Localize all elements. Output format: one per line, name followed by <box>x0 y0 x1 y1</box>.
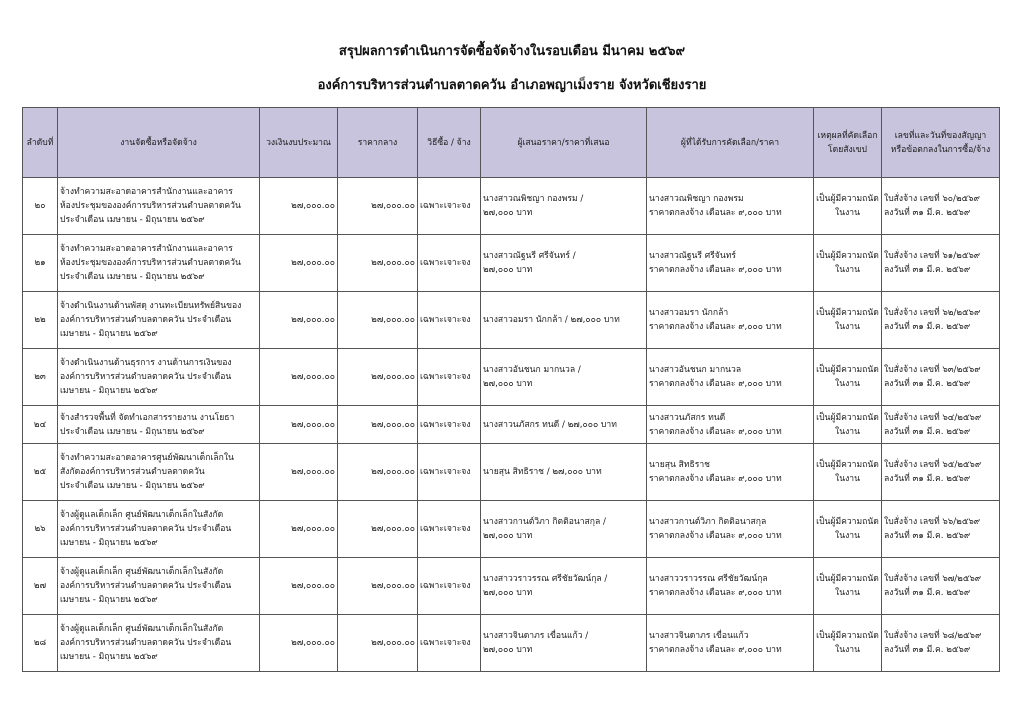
table-row <box>23 406 1000 444</box>
selection-reason <box>814 349 882 406</box>
work-description <box>58 615 260 672</box>
winner-line: นางสาวอันชนก มากนวล <box>649 365 742 375</box>
selection-reason <box>814 406 882 444</box>
bidder-line: นางสาวณพิชญา กองพรม / <box>483 194 584 204</box>
reason-line: ในงาน <box>835 588 860 598</box>
reason-line: เป็นผู้มีความถนัด <box>816 308 879 318</box>
selected-vendor <box>647 349 814 406</box>
bidder-line: นายสุน สิทธิราช / ๒๗,๐๐๐ บาท <box>483 467 602 477</box>
header-winner: ผู้ที่ได้รับการคัดเลือก/ราคา <box>647 108 814 178</box>
reason-line: ในงาน <box>835 265 860 275</box>
contract-reference <box>882 406 1000 444</box>
bidder-line: ๒๗,๐๐๐ บาท <box>483 645 533 655</box>
header-reason-line-2: โดยสังเขป <box>828 144 867 155</box>
reason-line: เป็นผู้มีความถนัด <box>816 574 879 584</box>
winner-line: นางสาวนภัสกร ทนดี <box>649 412 726 423</box>
contract-reference <box>882 178 1000 235</box>
work-line: ห้องประชุมขององค์การบริหารส่วนตำบลตาดควัน <box>60 258 241 268</box>
row-number: ๒๕ <box>23 444 58 501</box>
work-line: องค์การบริหารส่วนตำบลตาดควัน ประจำเดือน <box>60 372 232 382</box>
row-number: ๒๖ <box>23 501 58 558</box>
bidder-line: นางสาวอมรา นักกล้า / ๒๗,๐๐๐ บาท <box>483 315 620 325</box>
contract-line: ใบสั่งจ้าง เลขที่ ๖๔/๒๕๖๙ <box>884 412 982 423</box>
header-work: งานจัดซื้อหรือจัดจ้าง <box>58 108 260 178</box>
work-line: เมษายน - มิถุนายน ๒๕๖๙ <box>60 595 158 605</box>
work-description <box>58 406 260 444</box>
budget-amount: ๒๗,๐๐๐.๐๐ <box>260 235 338 292</box>
contract-line: ลงวันที่ ๓๑ มี.ค. ๒๕๖๙ <box>884 379 971 389</box>
contract-line: ใบสั่งจ้าง เลขที่ ๖๓/๒๕๖๙ <box>884 365 981 375</box>
contract-line: ลงวันที่ ๓๑ มี.ค. ๒๕๖๙ <box>884 531 971 541</box>
selected-vendor <box>647 615 814 672</box>
winner-line: นางสาวจินดาภร เขื่อนแก้ว <box>649 631 749 641</box>
table-row <box>23 444 1000 501</box>
winner-line: ราคาตกลงจ้าง เดือนละ ๙,๐๐๐ บาท <box>649 588 782 598</box>
contract-reference <box>882 615 1000 672</box>
winner-line: ราคาตกลงจ้าง เดือนละ ๙,๐๐๐ บาท <box>649 645 782 655</box>
work-line: องค์การบริหารส่วนตำบลตาดควัน ประจำเดือน <box>60 315 232 325</box>
contract-line: ลงวันที่ ๓๑ มี.ค. ๒๕๖๙ <box>884 426 971 437</box>
work-line: เมษายน - มิถุนายน ๒๕๖๙ <box>60 386 158 396</box>
bidder-line: นางสาวนภัสกร ทนดี / ๒๗,๐๐๐ บาท <box>483 419 617 430</box>
contract-reference <box>882 292 1000 349</box>
selected-vendor <box>647 235 814 292</box>
contract-line: ลงวันที่ ๓๑ มี.ค. ๒๕๖๙ <box>884 265 971 275</box>
header-bidders: ผู้เสนอราคา/ราคาที่เสนอ <box>481 108 647 178</box>
work-line: จ้างผู้ดูแลเด็กเล็ก ศูนย์พัฒนาเด็กเล็กในสังกัด <box>60 510 224 520</box>
budget-amount: ๒๗,๐๐๐.๐๐ <box>260 501 338 558</box>
bidder-offer <box>481 615 647 672</box>
median-price: ๒๗,๐๐๐.๐๐ <box>338 349 418 406</box>
header-reason <box>814 108 882 178</box>
work-line: องค์การบริหารส่วนตำบลตาดควัน ประจำเดือน <box>60 524 232 534</box>
median-price: ๒๗,๐๐๐.๐๐ <box>338 178 418 235</box>
contract-line: ใบสั่งจ้าง เลขที่ ๖๑/๒๕๖๙ <box>884 251 981 261</box>
work-line: จ้างสำรวจพื้นที่ จัดทำเอกสารรายงาน งานโยธา <box>60 412 235 423</box>
bidder-offer <box>481 178 647 235</box>
reason-line: ในงาน <box>835 322 860 332</box>
budget-amount: ๒๗,๐๐๐.๐๐ <box>260 406 338 444</box>
header-reason-line-1: เหตุผลที่คัดเลือก <box>817 130 878 141</box>
bidder-offer <box>481 406 647 444</box>
work-line: สังกัดองค์การบริหารส่วนตำบลตาดควัน <box>60 467 205 477</box>
selection-reason <box>814 235 882 292</box>
bidder-line: นางสาวณัฐนรี ศรีจันทร์ / <box>483 251 576 261</box>
table-row <box>23 292 1000 349</box>
procurement-method: เฉพาะเจาะจง <box>418 292 481 349</box>
procurement-method: เฉพาะเจาะจง <box>418 406 481 444</box>
work-description <box>58 501 260 558</box>
procurement-method: เฉพาะเจาะจง <box>418 178 481 235</box>
winner-line: ราคาตกลงจ้าง เดือนละ ๙,๐๐๐ บาท <box>649 265 782 275</box>
work-line: ห้องประชุมขององค์การบริหารส่วนตำบลตาดควัน <box>60 201 241 211</box>
bidder-offer <box>481 349 647 406</box>
work-line: จ้างทำความสะอาดอาคารสำนักงานและอาคาร <box>60 244 233 254</box>
reason-line: เป็นผู้มีความถนัด <box>816 517 879 527</box>
header-budget: วงเงินงบประมาณ <box>260 108 338 178</box>
procurement-method: เฉพาะเจาะจง <box>418 558 481 615</box>
selected-vendor <box>647 501 814 558</box>
work-line: เมษายน - มิถุนายน ๒๕๖๙ <box>60 329 158 339</box>
budget-amount: ๒๗,๐๐๐.๐๐ <box>260 558 338 615</box>
work-line: จ้างผู้ดูแลเด็กเล็ก ศูนย์พัฒนาเด็กเล็กในสังกัด <box>60 624 224 634</box>
selected-vendor <box>647 406 814 444</box>
table-row <box>23 558 1000 615</box>
row-number: ๒๓ <box>23 349 58 406</box>
contract-line: ใบสั่งจ้าง เลขที่ ๖๒/๒๕๖๙ <box>884 308 981 318</box>
header-method: วิธีซื้อ / จ้าง <box>418 108 481 178</box>
work-line: เมษายน - มิถุนายน ๒๕๖๙ <box>60 652 158 662</box>
winner-line: ราคาตกลงจ้าง เดือนละ ๙,๐๐๐ บาท <box>649 322 782 332</box>
document-title: สรุปผลการดำเนินการจัดซื้อจัดจ้างในรอบเดือน มีนาคม ๒๕๖๙ <box>338 44 686 59</box>
reason-line: เป็นผู้มีความถนัด <box>816 460 879 470</box>
reason-line: ในงาน <box>835 379 860 389</box>
bidder-line: นางสาวกานต์วิภา กิตติอนาสกุล / <box>483 517 606 527</box>
work-description <box>58 558 260 615</box>
budget-amount: ๒๗,๐๐๐.๐๐ <box>260 444 338 501</box>
budget-amount: ๒๗,๐๐๐.๐๐ <box>260 178 338 235</box>
contract-line: ใบสั่งจ้าง เลขที่ ๖๘/๒๕๖๙ <box>884 631 982 641</box>
contract-reference <box>882 349 1000 406</box>
winner-line: นางสาวณพิชญา กองพรม <box>649 194 744 204</box>
budget-amount: ๒๗,๐๐๐.๐๐ <box>260 292 338 349</box>
table-row <box>23 501 1000 558</box>
contract-line: ลงวันที่ ๓๑ มี.ค. ๒๕๖๙ <box>884 322 971 332</box>
bidder-line: ๒๗,๐๐๐ บาท <box>483 379 533 389</box>
contract-line: ใบสั่งจ้าง เลขที่ ๖๕/๒๕๖๙ <box>884 460 982 470</box>
winner-line: ราคาตกลงจ้าง เดือนละ ๙,๐๐๐ บาท <box>649 426 782 437</box>
selection-reason <box>814 292 882 349</box>
procurement-table <box>22 107 1000 672</box>
budget-amount: ๒๗,๐๐๐.๐๐ <box>260 615 338 672</box>
work-line: จ้างดำเนินงานด้านพัสดุ งานทะเบียนทรัพย์สินของ <box>60 301 242 311</box>
winner-line: ราคาตกลงจ้าง เดือนละ ๙,๐๐๐ บาท <box>649 379 782 389</box>
budget-amount: ๒๗,๐๐๐.๐๐ <box>260 349 338 406</box>
contract-line: ลงวันที่ ๓๑ มี.ค. ๒๕๖๙ <box>884 645 971 655</box>
selection-reason <box>814 615 882 672</box>
bidder-line: ๒๗,๐๐๐ บาท <box>483 265 533 275</box>
winner-line: ราคาตกลงจ้าง เดือนละ ๙,๐๐๐ บาท <box>649 531 782 541</box>
winner-line: ราคาตกลงจ้าง เดือนละ ๙,๐๐๐ บาท <box>649 474 782 484</box>
contract-line: ใบสั่งจ้าง เลขที่ ๖๗/๒๕๖๙ <box>884 574 982 584</box>
median-price: ๒๗,๐๐๐.๐๐ <box>338 615 418 672</box>
median-price: ๒๗,๐๐๐.๐๐ <box>338 501 418 558</box>
work-description <box>58 178 260 235</box>
document-subtitle: องค์การบริหารส่วนตำบลตาดควัน อำเภอพญาเม็งราย จังหวัดเชียงราย <box>317 78 707 93</box>
contract-line: ใบสั่งจ้าง เลขที่ ๖๐/๒๕๖๙ <box>884 194 980 204</box>
procurement-method: เฉพาะเจาะจง <box>418 349 481 406</box>
bidder-offer <box>481 235 647 292</box>
work-line: ประจำเดือน เมษายน - มิถุนายน ๒๕๖๙ <box>60 272 205 282</box>
work-line: ประจำเดือน เมษายน - มิถุนายน ๒๕๖๙ <box>60 215 205 225</box>
row-number: ๒๘ <box>23 615 58 672</box>
work-line: ประจำเดือน เมษายน - มิถุนายน ๒๕๖๙ <box>60 481 205 491</box>
row-number: ๒๒ <box>23 292 58 349</box>
work-line: องค์การบริหารส่วนตำบลตาดควัน ประจำเดือน <box>60 581 232 591</box>
work-line: จ้างทำความสะอาดอาคารสำนักงานและอาคาร <box>60 187 233 197</box>
table-row <box>23 178 1000 235</box>
procurement-method: เฉพาะเจาะจง <box>418 615 481 672</box>
contract-reference <box>882 558 1000 615</box>
work-line: จ้างดำเนินงานด้านธุรการ งานด้านการเงินของ <box>60 358 232 368</box>
row-number: ๒๑ <box>23 235 58 292</box>
selected-vendor <box>647 178 814 235</box>
reason-line: ในงาน <box>835 474 860 484</box>
reason-line: ในงาน <box>835 645 860 655</box>
winner-line: ราคาตกลงจ้าง เดือนละ ๙,๐๐๐ บาท <box>649 208 782 218</box>
table-row <box>23 235 1000 292</box>
contract-line: ลงวันที่ ๓๑ มี.ค. ๒๕๖๙ <box>884 474 971 484</box>
row-number: ๒๐ <box>23 178 58 235</box>
reason-line: เป็นผู้มีความถนัด <box>816 631 879 641</box>
work-description <box>58 292 260 349</box>
contract-line: ใบสั่งจ้าง เลขที่ ๖๖/๒๕๖๙ <box>884 517 981 527</box>
median-price: ๒๗,๐๐๐.๐๐ <box>338 444 418 501</box>
bidder-line: ๒๗,๐๐๐ บาท <box>483 208 533 218</box>
header-contract-line-1: เลขที่และวันที่ของสัญญา <box>894 130 987 141</box>
table-row <box>23 349 1000 406</box>
bidder-line: ๒๗,๐๐๐ บาท <box>483 588 533 598</box>
bidder-line: นางสาววราวรรณ ศรีชัยวัฒน์กุล / <box>483 574 608 584</box>
selection-reason <box>814 558 882 615</box>
procurement-method: เฉพาะเจาะจง <box>418 501 481 558</box>
work-line: เมษายน - มิถุนายน ๒๕๖๙ <box>60 538 158 548</box>
table-row <box>23 615 1000 672</box>
bidder-offer <box>481 501 647 558</box>
winner-line: นายสุน สิทธิราช <box>649 460 711 470</box>
bidder-line: นางสาวอันชนก มากนวล / <box>483 365 581 375</box>
contract-reference <box>882 501 1000 558</box>
bidder-offer <box>481 558 647 615</box>
header-contract-line-2: หรือข้อตกลงในการซื้อ/จ้าง <box>890 144 991 155</box>
reason-line: ในงาน <box>835 531 860 541</box>
work-line: ประจำเดือน เมษายน - มิถุนายน ๒๕๖๙ <box>60 426 205 437</box>
median-price: ๒๗,๐๐๐.๐๐ <box>338 292 418 349</box>
bidder-offer <box>481 444 647 501</box>
reason-line: เป็นผู้มีความถนัด <box>816 194 879 204</box>
work-line: จ้างทำความสะอาดอาคารศูนย์พัฒนาเด็กเล็กใน <box>60 453 234 463</box>
work-description <box>58 235 260 292</box>
median-price: ๒๗,๐๐๐.๐๐ <box>338 406 418 444</box>
selection-reason <box>814 444 882 501</box>
winner-line: นางสาววราวรรณ ศรีชัยวัฒน์กุล <box>649 574 768 584</box>
work-line: องค์การบริหารส่วนตำบลตาดควัน ประจำเดือน <box>60 638 232 648</box>
selected-vendor <box>647 444 814 501</box>
selection-reason <box>814 501 882 558</box>
header-no: ลำดับที่ <box>23 108 58 178</box>
selection-reason <box>814 178 882 235</box>
winner-line: นางสาวณัฐนรี ศรีจันทร์ <box>649 251 736 261</box>
bidder-line: นางสาวจินดาภร เขื่อนแก้ว / <box>483 631 589 641</box>
reason-line: ในงาน <box>835 426 860 437</box>
winner-line: นางสาวกานต์วิภา กิตติอนาสกุล <box>649 517 767 527</box>
winner-line: นางสาวอมรา นักกล้า <box>649 308 729 318</box>
bidder-line: ๒๗,๐๐๐ บาท <box>483 531 533 541</box>
procurement-method: เฉพาะเจาะจง <box>418 235 481 292</box>
table-body <box>23 178 1000 672</box>
work-line: จ้างผู้ดูแลเด็กเล็ก ศูนย์พัฒนาเด็กเล็กในสังกัด <box>60 567 224 577</box>
bidder-offer <box>481 292 647 349</box>
contract-reference <box>882 444 1000 501</box>
header-contract <box>882 108 1000 178</box>
median-price: ๒๗,๐๐๐.๐๐ <box>338 235 418 292</box>
reason-line: เป็นผู้มีความถนัด <box>816 412 879 423</box>
reason-line: เป็นผู้มีความถนัด <box>816 365 879 375</box>
contract-line: ลงวันที่ ๓๑ มี.ค. ๒๕๖๙ <box>884 588 971 598</box>
work-description <box>58 444 260 501</box>
row-number: ๒๔ <box>23 406 58 444</box>
row-number: ๒๗ <box>23 558 58 615</box>
contract-reference <box>882 235 1000 292</box>
table-header-row <box>23 108 1000 178</box>
contract-line: ลงวันที่ ๓๑ มี.ค. ๒๕๖๙ <box>884 208 971 218</box>
header-median-price: ราคากลาง <box>338 108 418 178</box>
median-price: ๒๗,๐๐๐.๐๐ <box>338 558 418 615</box>
selected-vendor <box>647 558 814 615</box>
selected-vendor <box>647 292 814 349</box>
procurement-method: เฉพาะเจาะจง <box>418 444 481 501</box>
reason-line: ในงาน <box>835 208 860 218</box>
work-description <box>58 349 260 406</box>
reason-line: เป็นผู้มีความถนัด <box>816 251 879 261</box>
